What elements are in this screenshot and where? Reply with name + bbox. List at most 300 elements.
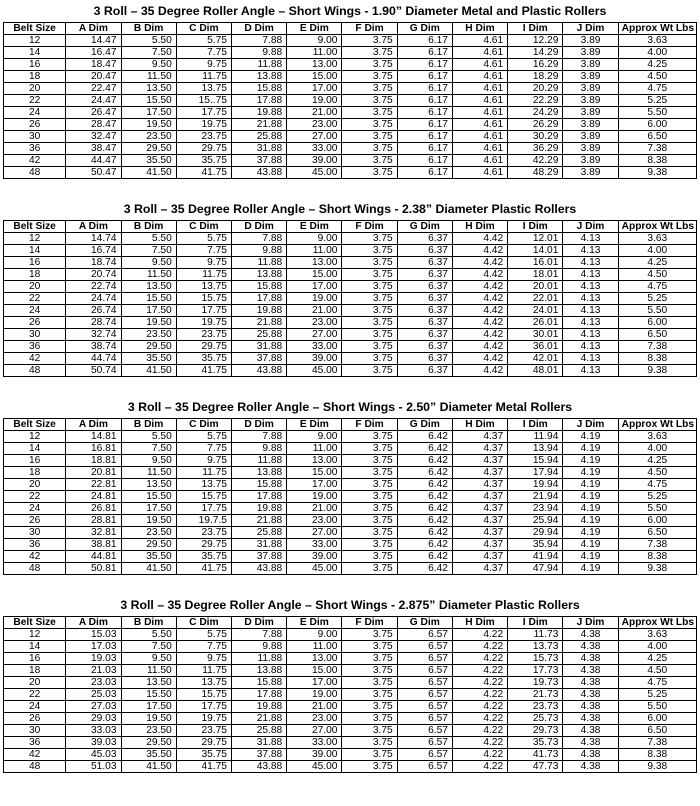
table-cell: 23.00 [287, 713, 342, 725]
table-cell: 24.47 [66, 95, 121, 107]
column-header: A Dim [66, 23, 121, 35]
table-cell: 4.42 [452, 257, 507, 269]
table-cell: 6.42 [397, 539, 452, 551]
table-cell: 15..75 [176, 95, 231, 107]
column-header: E Dim [287, 23, 342, 35]
table-cell: 9.50 [121, 455, 176, 467]
table-cell: 28.47 [66, 119, 121, 131]
table-cell: 17.75 [176, 107, 231, 119]
table-cell: 4.25 [618, 653, 696, 665]
table-cell: 23.03 [66, 677, 121, 689]
column-header: I Dim [508, 419, 563, 431]
table-cell: 35.75 [176, 749, 231, 761]
table-cell: 14.29 [508, 47, 563, 59]
table-cell: 35.75 [176, 353, 231, 365]
table-cell: 4.42 [452, 245, 507, 257]
table-cell: 6.50 [618, 131, 696, 143]
belt-size-cell: 22 [4, 491, 66, 503]
belt-size-cell: 36 [4, 341, 66, 353]
table-cell: 4.37 [452, 479, 507, 491]
table-cell: 4.38 [563, 701, 618, 713]
table-cell: 4.75 [618, 479, 696, 491]
table-cell: 4.19 [563, 491, 618, 503]
table-cell: 6.50 [618, 725, 696, 737]
table-row [4, 47, 697, 59]
table-cell: 11.88 [231, 653, 286, 665]
table-cell: 20.47 [66, 71, 121, 83]
table-cell: 9.00 [287, 629, 342, 641]
table-cell: 17.88 [231, 293, 286, 305]
column-header: A Dim [66, 617, 121, 629]
table-cell: 15.73 [508, 653, 563, 665]
table-cell: 3.75 [342, 83, 397, 95]
table-cell: 45.00 [287, 563, 342, 575]
column-header: I Dim [508, 221, 563, 233]
belt-size-cell: 18 [4, 467, 66, 479]
column-header: Approx Wt Lbs [618, 221, 696, 233]
table-cell: 18.47 [66, 59, 121, 71]
section-title: 3 Roll – 35 Degree Roller Angle – Short Wings - 1.90” Diameter Metal and Plastic Rollers [93, 4, 607, 18]
table-cell: 4.19 [563, 503, 618, 515]
belt-size-cell: 48 [4, 563, 66, 575]
table-cell: 5.50 [121, 35, 176, 47]
belt-size-cell: 20 [4, 281, 66, 293]
column-header: I Dim [508, 617, 563, 629]
table-cell: 43.88 [231, 365, 286, 377]
table-cell: 15.88 [231, 83, 286, 95]
table-cell: 4.42 [452, 365, 507, 377]
table-cell: 3.75 [342, 155, 397, 167]
table-cell: 39.00 [287, 749, 342, 761]
table-cell: 6.17 [397, 83, 452, 95]
table-cell: 27.00 [287, 131, 342, 143]
table-cell: 3.75 [342, 365, 397, 377]
table-cell: 13.00 [287, 455, 342, 467]
table-row [4, 365, 697, 377]
table-cell: 4.61 [452, 71, 507, 83]
table-row [4, 503, 697, 515]
table-cell: 29.50 [121, 737, 176, 749]
table-row [4, 443, 697, 455]
table-cell: 4.37 [452, 563, 507, 575]
table-row [4, 479, 697, 491]
table-cell: 27.03 [66, 701, 121, 713]
table-cell: 31.88 [231, 737, 286, 749]
table-cell: 6.37 [397, 293, 452, 305]
table-cell: 4.61 [452, 167, 507, 179]
table-cell: 29.75 [176, 341, 231, 353]
table-row [4, 293, 697, 305]
table-cell: 7.50 [121, 443, 176, 455]
table-cell: 37.88 [231, 155, 286, 167]
table-cell: 17.88 [231, 689, 286, 701]
table-cell: 17.00 [287, 677, 342, 689]
table-cell: 19.94 [508, 479, 563, 491]
table-cell: 3.75 [342, 47, 397, 59]
table-cell: 6.37 [397, 353, 452, 365]
table-cell: 48.29 [508, 167, 563, 179]
table-cell: 8.38 [618, 551, 696, 563]
table-cell: 18.29 [508, 71, 563, 83]
table-cell: 4.75 [618, 677, 696, 689]
table-row [4, 107, 697, 119]
table-cell: 3.75 [342, 59, 397, 71]
table-cell: 3.75 [342, 269, 397, 281]
belt-size-cell: 48 [4, 167, 66, 179]
table-row [4, 431, 697, 443]
table-cell: 3.75 [342, 749, 397, 761]
table-cell: 11.88 [231, 59, 286, 71]
table-cell: 3.75 [342, 35, 397, 47]
table-cell: 29.94 [508, 527, 563, 539]
table-cell: 13.88 [231, 665, 286, 677]
table-cell: 16.29 [508, 59, 563, 71]
dimension-table [3, 220, 697, 377]
table-cell: 6.17 [397, 143, 452, 155]
table-cell: 15.00 [287, 665, 342, 677]
table-cell: 43.88 [231, 563, 286, 575]
table-cell: 11.00 [287, 443, 342, 455]
table-cell: 4.13 [563, 353, 618, 365]
column-header: H Dim [452, 617, 507, 629]
table-cell: 6.17 [397, 95, 452, 107]
column-header: C Dim [176, 419, 231, 431]
table-cell: 26.74 [66, 305, 121, 317]
belt-size-cell: 14 [4, 641, 66, 653]
table-cell: 13.88 [231, 467, 286, 479]
spec-section [3, 594, 697, 773]
table-cell: 7.75 [176, 245, 231, 257]
table-cell: 4.38 [563, 713, 618, 725]
table-cell: 3.75 [342, 329, 397, 341]
table-cell: 3.89 [563, 59, 618, 71]
table-cell: 7.38 [618, 143, 696, 155]
table-cell: 35.75 [176, 551, 231, 563]
table-cell: 43.88 [231, 167, 286, 179]
table-cell: 19.50 [121, 317, 176, 329]
table-cell: 6.00 [618, 317, 696, 329]
table-cell: 41.50 [121, 761, 176, 773]
section-title: 3 Roll – 35 Degree Roller Angle – Short Wings - 2.875” Diameter Plastic Rollers [120, 598, 580, 612]
belt-size-cell: 26 [4, 317, 66, 329]
table-cell: 4.37 [452, 515, 507, 527]
table-cell: 3.89 [563, 155, 618, 167]
table-cell: 13.00 [287, 653, 342, 665]
table-cell: 35.73 [508, 737, 563, 749]
table-cell: 6.17 [397, 167, 452, 179]
table-cell: 5.50 [618, 503, 696, 515]
table-cell: 5.50 [121, 629, 176, 641]
table-cell: 6.42 [397, 515, 452, 527]
belt-size-cell: 12 [4, 233, 66, 245]
spec-section [3, 198, 697, 377]
table-cell: 5.50 [618, 107, 696, 119]
column-header: D Dim [231, 617, 286, 629]
belt-size-cell: 36 [4, 143, 66, 155]
table-cell: 42.01 [508, 353, 563, 365]
table-cell: 15.00 [287, 467, 342, 479]
table-cell: 9.00 [287, 431, 342, 443]
table-cell: 9.50 [121, 257, 176, 269]
table-cell: 19.75 [176, 317, 231, 329]
column-header: G Dim [397, 221, 452, 233]
table-cell: 6.37 [397, 233, 452, 245]
table-cell: 31.88 [231, 341, 286, 353]
table-row [4, 245, 697, 257]
table-cell: 24.29 [508, 107, 563, 119]
table-cell: 6.42 [397, 467, 452, 479]
table-cell: 6.57 [397, 761, 452, 773]
table-cell: 4.61 [452, 155, 507, 167]
table-cell: 28.81 [66, 515, 121, 527]
belt-size-cell: 18 [4, 665, 66, 677]
table-cell: 3.63 [618, 431, 696, 443]
table-cell: 4.42 [452, 317, 507, 329]
table-cell: 19.88 [231, 503, 286, 515]
table-cell: 5.25 [618, 293, 696, 305]
table-row [4, 761, 697, 773]
table-row [4, 539, 697, 551]
table-cell: 6.57 [397, 737, 452, 749]
table-cell: 20.74 [66, 269, 121, 281]
belt-size-cell: 12 [4, 431, 66, 443]
table-cell: 16.81 [66, 443, 121, 455]
table-cell: 19.75 [176, 713, 231, 725]
table-cell: 9.00 [287, 233, 342, 245]
table-cell: 9.38 [618, 167, 696, 179]
table-cell: 19.75 [176, 119, 231, 131]
table-cell: 4.22 [452, 653, 507, 665]
table-cell: 8.38 [618, 353, 696, 365]
table-cell: 23.50 [121, 329, 176, 341]
table-cell: 17.00 [287, 479, 342, 491]
table-cell: 15.75 [176, 293, 231, 305]
table-cell: 4.38 [563, 665, 618, 677]
table-row [4, 749, 697, 761]
table-row [4, 527, 697, 539]
table-cell: 23.75 [176, 131, 231, 143]
table-cell: 41.73 [508, 749, 563, 761]
belt-size-cell: 20 [4, 479, 66, 491]
table-cell: 31.88 [231, 143, 286, 155]
table-cell: 19.50 [121, 713, 176, 725]
table-cell: 19.88 [231, 305, 286, 317]
belt-size-cell: 36 [4, 539, 66, 551]
table-cell: 5.75 [176, 233, 231, 245]
table-cell: 13.50 [121, 479, 176, 491]
table-cell: 9.75 [176, 59, 231, 71]
table-cell: 23.00 [287, 317, 342, 329]
table-cell: 4.37 [452, 443, 507, 455]
spec-section [3, 0, 697, 179]
column-header: Approx Wt Lbs [618, 419, 696, 431]
table-cell: 13.94 [508, 443, 563, 455]
table-cell: 4.42 [452, 305, 507, 317]
table-cell: 24.74 [66, 293, 121, 305]
belt-size-cell: 14 [4, 47, 66, 59]
table-cell: 3.63 [618, 629, 696, 641]
table-cell: 6.17 [397, 131, 452, 143]
table-cell: 35.75 [176, 155, 231, 167]
column-header: B Dim [121, 221, 176, 233]
table-cell: 13.73 [508, 641, 563, 653]
table-cell: 11.50 [121, 71, 176, 83]
table-cell: 6.17 [397, 107, 452, 119]
table-cell: 5.50 [121, 431, 176, 443]
table-cell: 12.29 [508, 35, 563, 47]
table-cell: 17.75 [176, 503, 231, 515]
table-cell: 35.50 [121, 155, 176, 167]
table-cell: 4.13 [563, 365, 618, 377]
table-cell: 3.75 [342, 257, 397, 269]
table-cell: 7.50 [121, 641, 176, 653]
table-cell: 4.22 [452, 689, 507, 701]
table-cell: 4.22 [452, 677, 507, 689]
table-cell: 24.81 [66, 491, 121, 503]
table-header-row [4, 221, 697, 233]
table-cell: 12.01 [508, 233, 563, 245]
table-cell: 23.50 [121, 527, 176, 539]
table-cell: 13.50 [121, 677, 176, 689]
table-cell: 6.42 [397, 479, 452, 491]
column-header: E Dim [287, 419, 342, 431]
table-cell: 7.88 [231, 35, 286, 47]
table-cell: 3.75 [342, 689, 397, 701]
table-cell: 7.75 [176, 47, 231, 59]
table-cell: 39.00 [287, 155, 342, 167]
table-cell: 3.75 [342, 551, 397, 563]
table-cell: 6.42 [397, 551, 452, 563]
table-cell: 9.75 [176, 257, 231, 269]
belt-size-cell: 20 [4, 677, 66, 689]
table-cell: 6.37 [397, 365, 452, 377]
table-cell: 13.75 [176, 281, 231, 293]
table-cell: 6.42 [397, 455, 452, 467]
table-cell: 4.37 [452, 551, 507, 563]
table-cell: 17.00 [287, 83, 342, 95]
column-header: A Dim [66, 419, 121, 431]
belt-size-cell: 16 [4, 455, 66, 467]
table-cell: 18.74 [66, 257, 121, 269]
table-cell: 28.74 [66, 317, 121, 329]
table-cell: 11.50 [121, 269, 176, 281]
table-cell: 4.50 [618, 467, 696, 479]
table-cell: 4.13 [563, 257, 618, 269]
table-row [4, 329, 697, 341]
column-header: F Dim [342, 23, 397, 35]
table-cell: 7.38 [618, 737, 696, 749]
table-cell: 13.75 [176, 83, 231, 95]
table-cell: 4.42 [452, 281, 507, 293]
table-row [4, 35, 697, 47]
belt-size-cell: 26 [4, 515, 66, 527]
table-cell: 5.25 [618, 491, 696, 503]
belt-size-cell: 22 [4, 95, 66, 107]
table-header-row [4, 617, 697, 629]
table-cell: 23.73 [508, 701, 563, 713]
table-cell: 4.22 [452, 737, 507, 749]
table-cell: 9.88 [231, 443, 286, 455]
belt-size-cell: 14 [4, 443, 66, 455]
table-cell: 13.50 [121, 83, 176, 95]
belt-size-cell: 24 [4, 107, 66, 119]
table-cell: 4.42 [452, 269, 507, 281]
table-cell: 4.13 [563, 317, 618, 329]
belt-size-cell: 16 [4, 59, 66, 71]
table-row [4, 95, 697, 107]
table-cell: 4.37 [452, 455, 507, 467]
table-cell: 23.94 [508, 503, 563, 515]
table-cell: 4.22 [452, 761, 507, 773]
table-cell: 16.47 [66, 47, 121, 59]
table-cell: 4.37 [452, 491, 507, 503]
table-cell: 11.50 [121, 665, 176, 677]
table-cell: 11.00 [287, 641, 342, 653]
table-cell: 14.81 [66, 431, 121, 443]
belt-size-cell: 36 [4, 737, 66, 749]
table-cell: 4.25 [618, 257, 696, 269]
table-cell: 3.63 [618, 35, 696, 47]
table-cell: 4.50 [618, 71, 696, 83]
table-row [4, 167, 697, 179]
table-row [4, 551, 697, 563]
table-cell: 4.13 [563, 329, 618, 341]
column-header: Approx Wt Lbs [618, 617, 696, 629]
table-cell: 4.42 [452, 341, 507, 353]
table-cell: 14.74 [66, 233, 121, 245]
belt-size-cell: 26 [4, 119, 66, 131]
table-cell: 3.75 [342, 479, 397, 491]
table-cell: 29.50 [121, 143, 176, 155]
column-header: F Dim [342, 221, 397, 233]
table-cell: 7.88 [231, 233, 286, 245]
table-cell: 4.75 [618, 83, 696, 95]
table-cell: 6.37 [397, 257, 452, 269]
table-cell: 6.57 [397, 641, 452, 653]
table-cell: 19.73 [508, 677, 563, 689]
table-cell: 43.88 [231, 761, 286, 773]
table-cell: 4.37 [452, 431, 507, 443]
table-cell: 19.00 [287, 491, 342, 503]
table-cell: 9.50 [121, 653, 176, 665]
table-cell: 6.42 [397, 443, 452, 455]
table-cell: 25.73 [508, 713, 563, 725]
belt-size-cell: 48 [4, 365, 66, 377]
table-row [4, 131, 697, 143]
table-cell: 4.37 [452, 467, 507, 479]
table-cell: 5.75 [176, 431, 231, 443]
table-cell: 35.50 [121, 551, 176, 563]
table-cell: 22.01 [508, 293, 563, 305]
column-header: B Dim [121, 617, 176, 629]
table-cell: 3.89 [563, 167, 618, 179]
table-cell: 17.50 [121, 503, 176, 515]
table-cell: 36.29 [508, 143, 563, 155]
table-cell: 21.00 [287, 107, 342, 119]
table-cell: 45.00 [287, 167, 342, 179]
table-cell: 21.00 [287, 503, 342, 515]
column-header: C Dim [176, 221, 231, 233]
table-cell: 6.42 [397, 491, 452, 503]
belt-size-cell: 20 [4, 83, 66, 95]
table-cell: 3.89 [563, 131, 618, 143]
table-cell: 29.75 [176, 143, 231, 155]
table-cell: 4.38 [563, 737, 618, 749]
table-cell: 26.81 [66, 503, 121, 515]
table-cell: 4.42 [452, 233, 507, 245]
table-cell: 16.74 [66, 245, 121, 257]
table-cell: 15.50 [121, 95, 176, 107]
